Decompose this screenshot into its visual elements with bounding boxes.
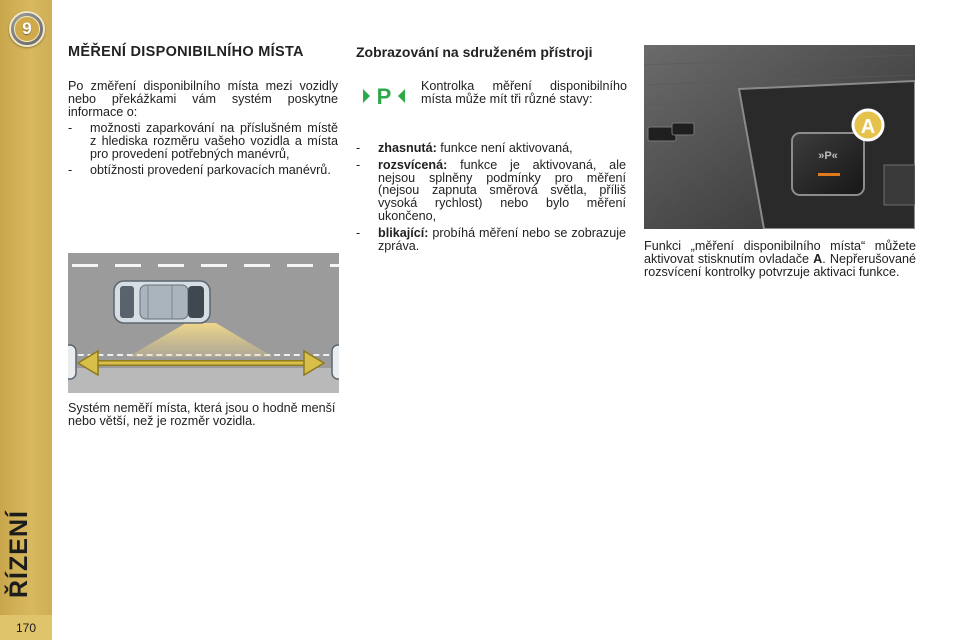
park-assist-button-icon: [792, 133, 864, 195]
car-top-view: [114, 281, 210, 323]
chapter-badge: [9, 11, 45, 47]
parked-car-right: [332, 345, 339, 379]
list-item: - obtížnosti provedení parkovacích manévrů.: [68, 164, 338, 177]
diagram-caption: Systém neměří místa, která jsou o hodně menší nebo větší, než je rozměr vozidla.: [68, 401, 336, 428]
section-title: ŘÍZENÍ: [5, 510, 33, 598]
svg-text:A: A: [860, 116, 876, 138]
list-item: - možnosti zaparkování na příslušném místě z hlediska rozměru vašeho vozidla a místa pro provedení potřebných manévrů,: [68, 122, 338, 160]
page-number: 170: [0, 615, 52, 640]
parking-sensor-indicator-icon: [362, 84, 406, 108]
intro-paragraph: Po změření disponibilního místa mezi vozidly nebo překážkami vám systém poskytne informace o:: [68, 79, 338, 119]
info-list: [68, 122, 338, 181]
svg-text:P: P: [376, 84, 392, 108]
indicator-states-list: [356, 142, 626, 256]
parking-space-diagram: [68, 253, 339, 393]
sensor-detection-zone: [128, 323, 273, 357]
section-heading: MĚŘENÍ DISPONIBILNÍHO MÍSTA: [68, 44, 304, 60]
dashboard-button-photo: [644, 45, 915, 229]
chapter-number: 9: [22, 19, 32, 38]
svg-text:»P«: »P«: [818, 150, 838, 162]
indicator-description: Kontrolka měření disponibilního místa může mít tři různé stavy:: [421, 79, 627, 106]
state-item: - blikající: probíhá měření nebo se zobrazuje zpráva.: [356, 227, 626, 253]
chapter-sidebar: [0, 0, 52, 640]
display-heading: Zobrazování na sdruženém přístroji: [356, 44, 593, 60]
button-caption: Funkci „měření disponibilního místa“ můžete aktivovat stisknutím ovladače A. Nepřerušované rozsvícení kontrolky potvrzuje aktivaci funkce.: [644, 239, 916, 279]
state-item: - zhasnutá: funkce není aktivovaná,: [356, 142, 626, 155]
parked-car-left: [68, 345, 76, 379]
callout-a-marker: [853, 110, 883, 140]
state-item: - rozsvícená: funkce je aktivovaná, ale nejsou splněny podmínky pro měření (nejsou zapnuta směrová světla, příliš vysoká rychlost) nebo bylo měření ukončeno,: [356, 159, 626, 223]
